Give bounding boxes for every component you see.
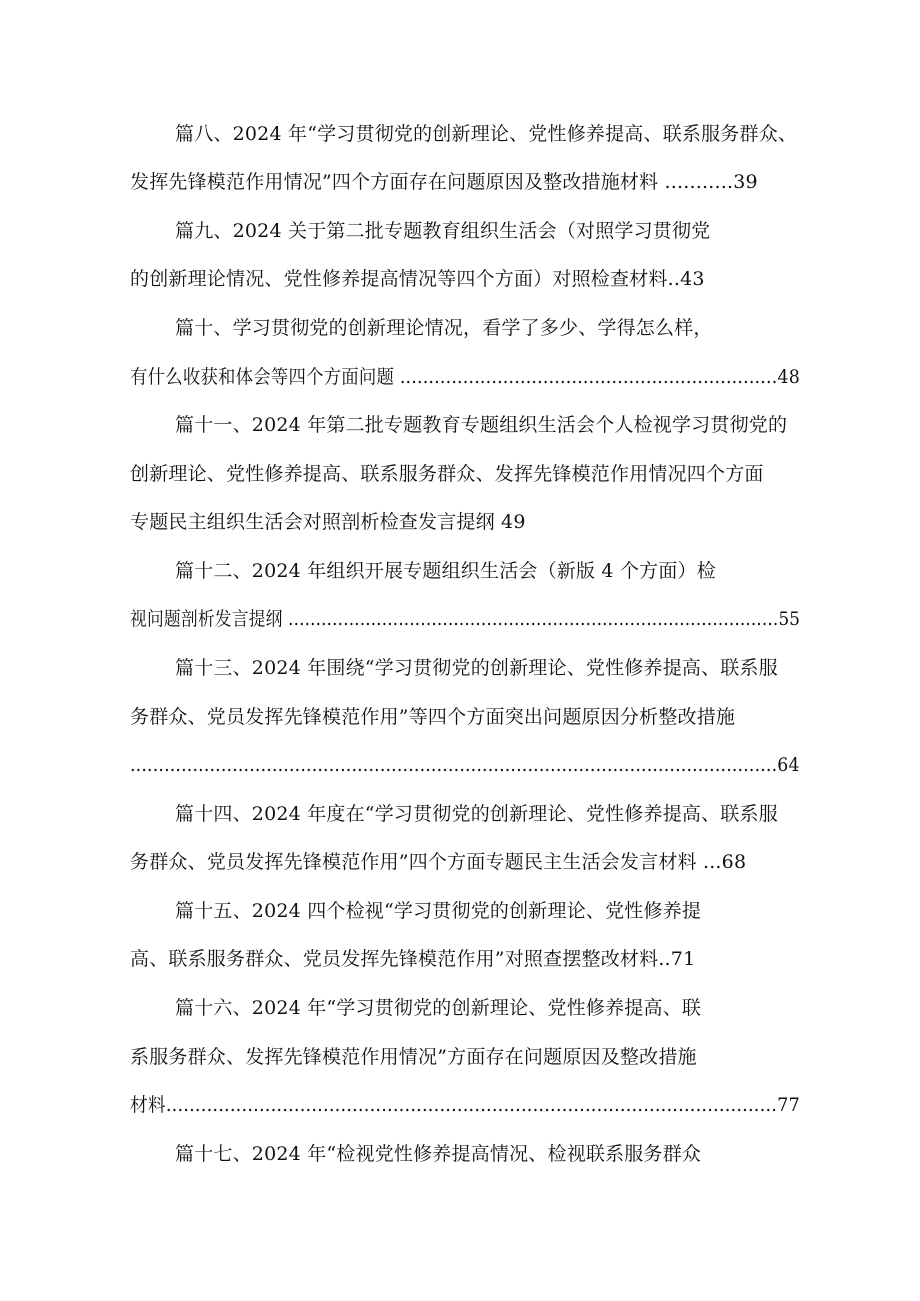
toc-line: 务群众、党员发挥先锋模范作用”四个方面专题民主生活会发言材料 ...68 xyxy=(130,851,747,873)
toc-line: 发挥先锋模范作用情况”四个方面存在问题原因及整改措施材料 ...........39 xyxy=(130,171,758,193)
toc-line: 篇八、2024 年“学习贯彻党的创新理论、党性修养提高、联系服务群众、 xyxy=(175,123,798,145)
toc-line: 专题民主组织生活会对照剖析检查发言提纲 49 xyxy=(130,511,526,533)
toc-line: 务群众、党员发挥先锋模范作用”等四个方面突出问题原因分析整改措施 xyxy=(130,706,736,728)
toc-line: 创新理论、党性修养提高、联系服务群众、发挥先锋模范作用情况四个方面 xyxy=(130,463,764,485)
toc-line: ..................................................................................................................64 xyxy=(130,754,800,776)
toc-line: 视问题剖析发言提纲 .........................................................................................55 xyxy=(130,608,801,630)
toc-line: 材料.........................................................................................................77 xyxy=(130,1094,801,1116)
toc-line: 高、联系服务群众、党员发挥先锋模范作用”对照查摆整改材料..71 xyxy=(130,948,696,970)
toc-line: 篇十三、2024 年围绕“学习贯彻党的创新理论、党性修养提高、联系服 xyxy=(175,657,778,679)
toc-line: 篇十、学习贯彻党的创新理论情况，看学了多少、学得怎么样， xyxy=(175,317,713,339)
toc-line: 篇十六、2024 年“学习贯彻党的创新理论、党性修养提高、联 xyxy=(175,997,702,1019)
toc-line: 篇十四、2024 年度在“学习贯彻党的创新理论、党性修养提高、联系服 xyxy=(175,803,778,825)
toc-line: 篇十七、2024 年“检视党性修养提高情况、检视联系服务群众 xyxy=(175,1143,702,1165)
toc-line: 篇十二、2024 年组织开展专题组织生活会（新版 4 个方面）检 xyxy=(175,560,716,582)
toc-line: 系服务群众、发挥先锋模范作用情况”方面存在问题原因及整改措施 xyxy=(130,1046,697,1068)
toc-line: 篇十一、2024 年第二批专题教育专题组织生活会个人检视学习贯彻党的 xyxy=(175,414,788,436)
toc-line: 的创新理论情况、党性修养提高情况等四个方面）对照检查材料..43 xyxy=(130,268,705,290)
toc-line: 篇十五、2024 四个检视“学习贯彻党的创新理论、党性修养提 xyxy=(175,900,702,922)
toc-line: 篇九、2024 关于第二批专题教育组织生活会（对照学习贯彻党 xyxy=(175,220,711,242)
toc-line: 有什么收获和体会等四个方面问题 ..................................................................48 xyxy=(130,366,800,388)
